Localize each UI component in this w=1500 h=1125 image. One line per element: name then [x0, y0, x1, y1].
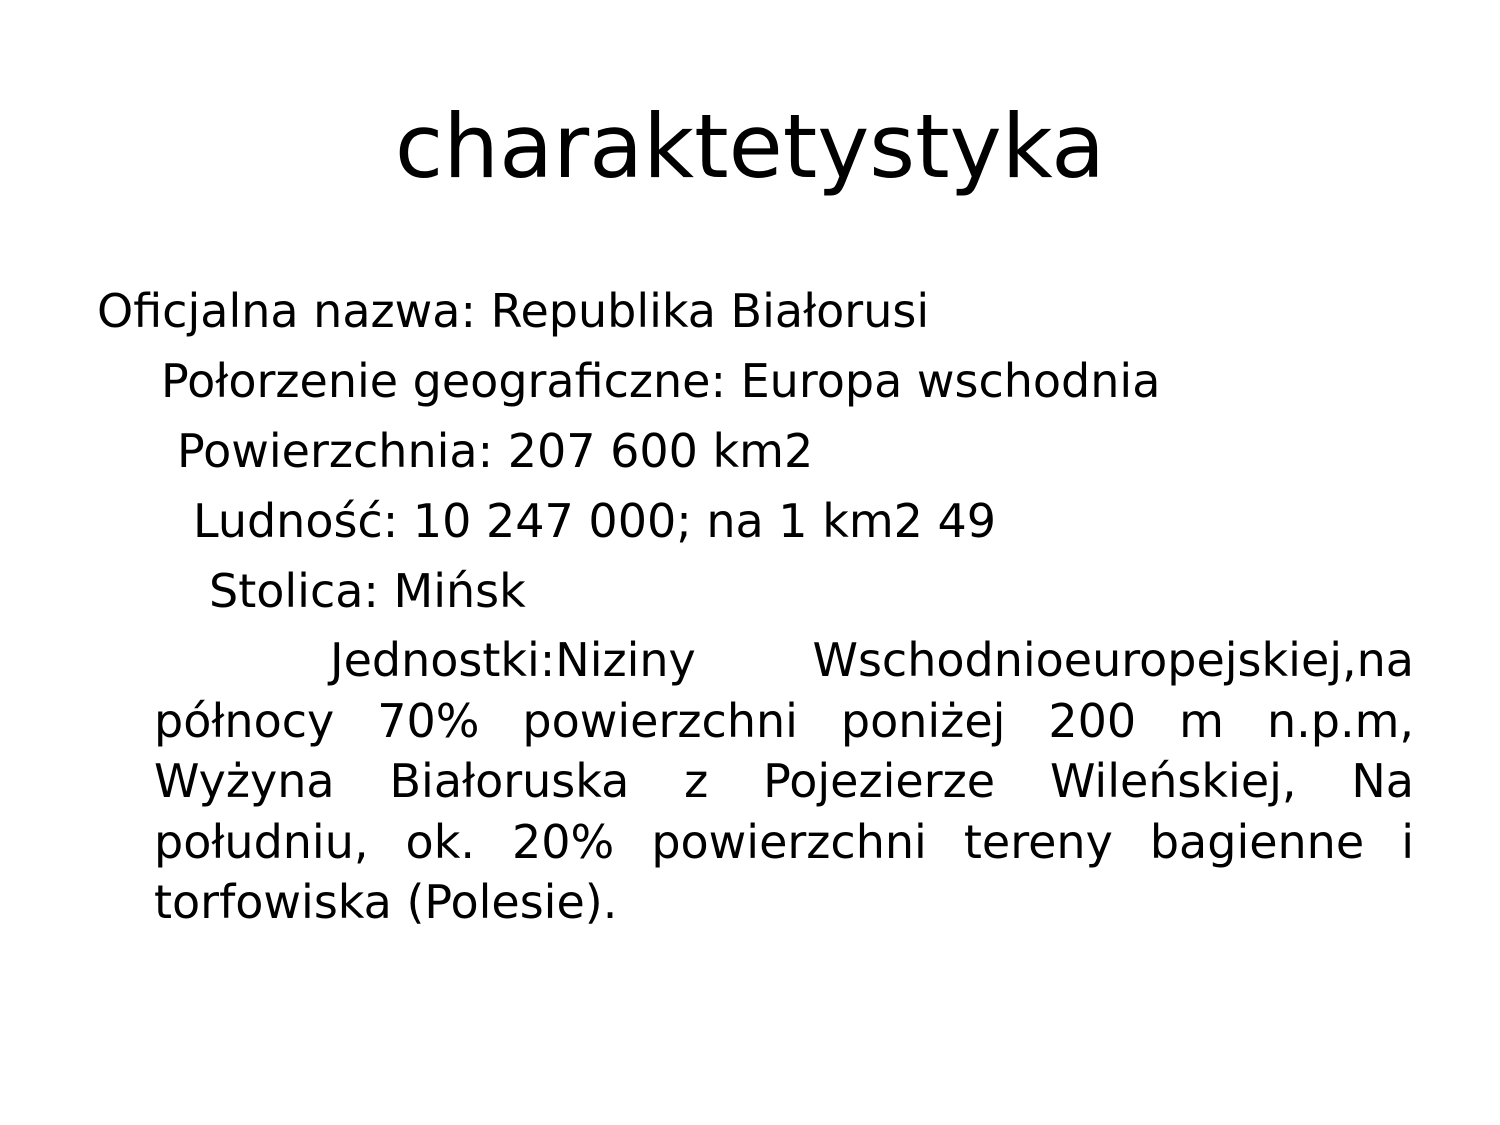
- regions-paragraph: Jednostki:Niziny Wschodnioeuropejskiej,na północy 70% powierzchni poniżej 200 m n.p.m, Wyżyna Białoruska z Pojezierze Wileńskiej, Na południu, ok. 20% powierzchni tereny bagienne i torfowiska (Polesie).: [154, 633, 1414, 929]
- official-name-line: Oficjalna nazwa: Republika Białorusi: [97, 284, 930, 338]
- geographic-location-line: Połorzenie geograficzne: Europa wschodnia: [161, 354, 1161, 408]
- capital-line: Stolica: Mińsk: [209, 564, 526, 618]
- slide-title: charaktetystyka: [394, 95, 1106, 198]
- area-line: Powierzchnia: 207 600 km2: [177, 424, 814, 478]
- population-line: Ludność: 10 247 000; na 1 km2 49: [193, 494, 997, 548]
